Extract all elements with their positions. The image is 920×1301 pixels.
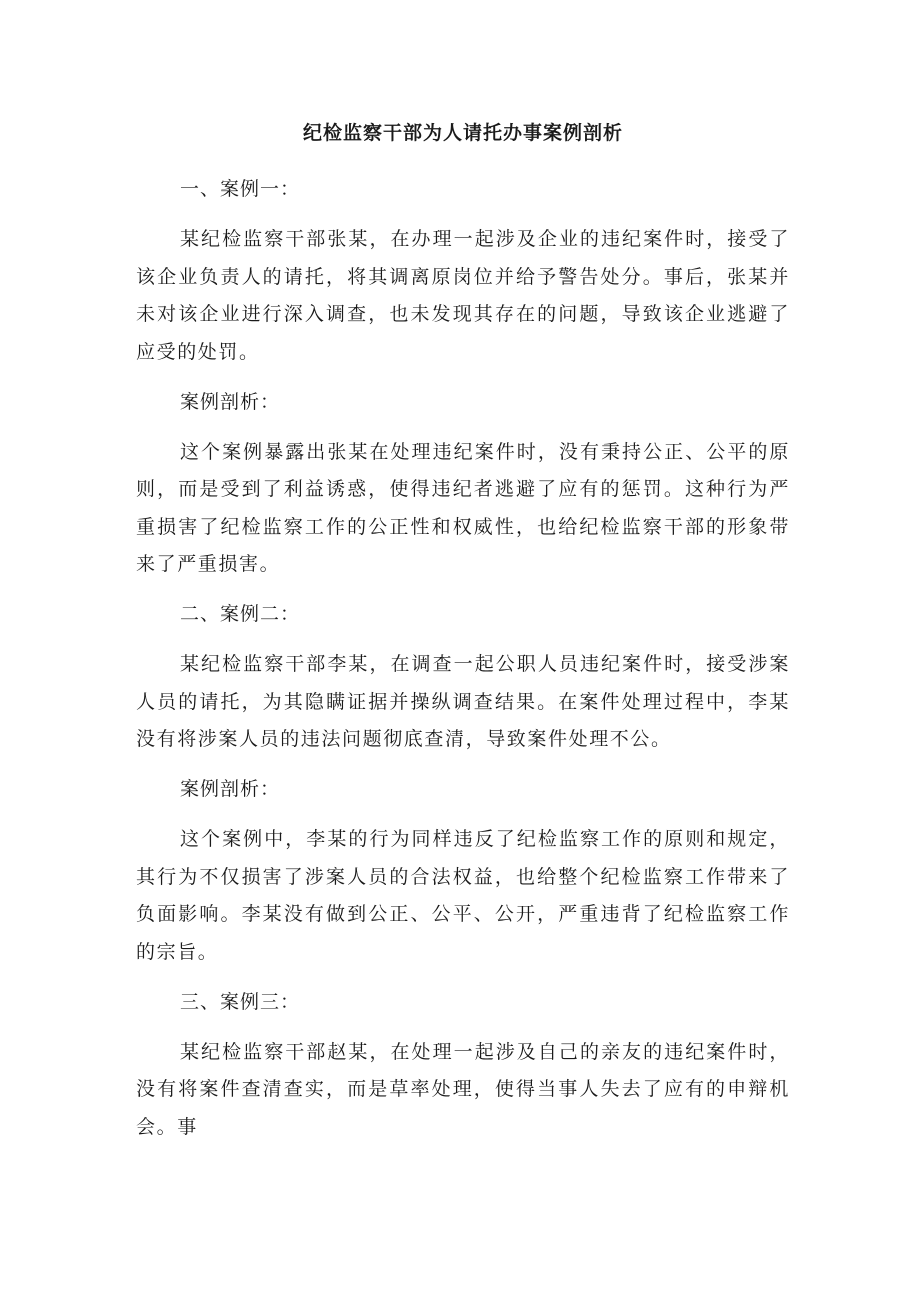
case-2-analysis-body: 这个案例中，李某的行为同样违反了纪检监察工作的原则和规定，其行为不仅损害了涉案人员的合法权益，也给整个纪检监察工作带来了负面影响。李某没有做到公正、公平、公开，严重违背了纪检监察工作的宗旨。 <box>136 828 790 963</box>
document-title: 纪检监察干部为人请托办事案例剖析 <box>302 122 623 144</box>
section-heading-case-2: 二、案例二： <box>180 603 301 625</box>
case-3-body: 某纪检监察干部赵某，在处理一起涉及自己的亲友的违纪案件时，没有将案件查清查实，而是草率处理，使得当事人失去了应有的申辩机会。事 <box>136 1040 790 1138</box>
case-1-analysis-body: 这个案例暴露出张某在处理违纪案件时，没有秉持公正、公平的原则，而是受到了利益诱惑，使得违纪者逃避了应有的惩罚。这种行为严重损害了纪检监察工作的公正性和权威性，也给纪检监察干部的形象带来了严重损害。 <box>136 440 790 575</box>
case-1-body: 某纪检监察干部张某，在办理一起涉及企业的违纪案件时，接受了该企业负责人的请托，将其调离原岗位并给予警告处分。事后，张某并未对该企业进行深入调查，也未发现其存在的问题，导致该企业逃避了应受的处罚。 <box>136 228 790 363</box>
case-2-body: 某纪检监察干部李某，在调查一起公职人员违纪案件时，接受涉案人员的请托，为其隐瞒证据并操纵调查结果。在案件处理过程中，李某没有将涉案人员的违法问题彻底查清，导致案件处理不公。 <box>136 653 790 750</box>
section-heading-case-3: 三、案例三： <box>180 990 301 1013</box>
case-1-analysis-heading: 案例剖析： <box>180 390 281 413</box>
case-2-analysis-heading: 案例剖析： <box>180 778 281 800</box>
section-heading-case-1: 一、案例一： <box>180 178 301 200</box>
